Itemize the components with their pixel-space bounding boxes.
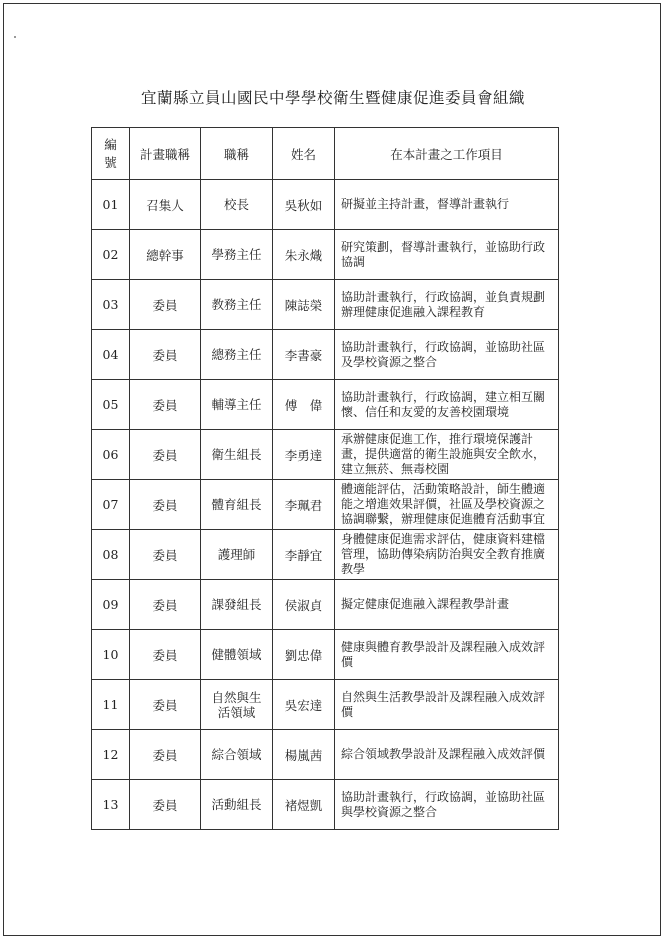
cell-number: 01 xyxy=(92,180,130,230)
cell-tasks: 協助計畫執行，行政協調，並負責規劃辦理健康促進融入課程教育 xyxy=(335,280,559,330)
cell-position: 健體領域 xyxy=(201,630,273,680)
cell-name: 李靜宜 xyxy=(273,530,335,580)
cell-number: 09 xyxy=(92,580,130,630)
cell-position: 校長 xyxy=(201,180,273,230)
table-row xyxy=(92,730,559,780)
cell-name: 朱永熾 xyxy=(273,230,335,280)
cell-position: 學務主任 xyxy=(201,230,273,280)
cell-tasks: 承辦健康促進工作，推行環境保護計畫，提供適當的衛生設施與安全飲水，建立無菸、無毒校園 xyxy=(335,430,559,480)
cell-position: 教務主任 xyxy=(201,280,273,330)
document-title: 宜蘭縣立員山國民中學學校衛生暨健康促進委員會組織 xyxy=(140,89,525,107)
cell-number: 02 xyxy=(92,230,130,280)
cell-plan-title: 召集人 xyxy=(130,180,201,230)
table-row xyxy=(92,630,559,680)
cell-position: 自然與生活領域 xyxy=(201,680,273,730)
cell-tasks: 健康與體育教學設計及課程融入成效評價 xyxy=(335,630,559,680)
cell-number: 08 xyxy=(92,530,130,580)
cell-plan-title: 委員 xyxy=(130,530,201,580)
cell-plan-title: 委員 xyxy=(130,280,201,330)
table-header-row xyxy=(92,128,559,180)
cell-name: 陳誌榮 xyxy=(273,280,335,330)
cell-plan-title: 委員 xyxy=(130,580,201,630)
cell-position: 綜合領域 xyxy=(201,730,273,780)
cell-name: 傅 偉 xyxy=(273,380,335,430)
cell-name: 吳宏達 xyxy=(273,680,335,730)
committee-table xyxy=(91,127,559,830)
table-row xyxy=(92,280,559,330)
table-row xyxy=(92,530,559,580)
cell-number: 10 xyxy=(92,630,130,680)
header-position: 職稱 xyxy=(201,128,273,180)
scan-dot xyxy=(14,36,16,38)
cell-plan-title: 委員 xyxy=(130,480,201,530)
cell-position: 輔導主任 xyxy=(201,380,273,430)
header-number: 編號 xyxy=(92,128,130,180)
cell-name: 劉忠偉 xyxy=(273,630,335,680)
cell-number: 04 xyxy=(92,330,130,380)
cell-name: 吳秋如 xyxy=(273,180,335,230)
cell-tasks: 體適能評估，活動策略設計，師生體適能之增進效果評價，社區及學校資源之協調聯繫，辦理健康促進體育活動事宜 xyxy=(335,480,559,530)
cell-number: 05 xyxy=(92,380,130,430)
cell-number: 11 xyxy=(92,680,130,730)
header-plan-title: 計畫職稱 xyxy=(130,128,201,180)
cell-position: 衛生組長 xyxy=(201,430,273,480)
cell-name: 李書豪 xyxy=(273,330,335,380)
header-tasks: 在本計畫之工作項目 xyxy=(335,128,559,180)
cell-plan-title: 總幹事 xyxy=(130,230,201,280)
cell-tasks: 協助計畫執行，行政協調，並協助社區與學校資源之整合 xyxy=(335,780,559,830)
cell-plan-title: 委員 xyxy=(130,330,201,380)
cell-position: 護理師 xyxy=(201,530,273,580)
cell-tasks: 研究策劃，督導計畫執行，並協助行政協調 xyxy=(335,230,559,280)
cell-position: 課發組長 xyxy=(201,580,273,630)
cell-number: 13 xyxy=(92,780,130,830)
cell-number: 03 xyxy=(92,280,130,330)
cell-tasks: 協助計畫執行，行政協調，建立相互關懷、信任和友愛的友善校園環境 xyxy=(335,380,559,430)
table-row xyxy=(92,480,559,530)
table-row xyxy=(92,430,559,480)
cell-plan-title: 委員 xyxy=(130,680,201,730)
cell-number: 12 xyxy=(92,730,130,780)
table-row xyxy=(92,680,559,730)
table-row xyxy=(92,380,559,430)
cell-position: 總務主任 xyxy=(201,330,273,380)
table-row xyxy=(92,780,559,830)
cell-number: 06 xyxy=(92,430,130,480)
cell-plan-title: 委員 xyxy=(130,630,201,680)
cell-plan-title: 委員 xyxy=(130,430,201,480)
cell-name: 侯淑貞 xyxy=(273,580,335,630)
cell-tasks: 自然與生活教學設計及課程融入成效評價 xyxy=(335,680,559,730)
cell-tasks: 協助計畫執行，行政協調，並協助社區及學校資源之整合 xyxy=(335,330,559,380)
header-name: 姓名 xyxy=(273,128,335,180)
cell-plan-title: 委員 xyxy=(130,730,201,780)
table-row xyxy=(92,230,559,280)
cell-position: 活動組長 xyxy=(201,780,273,830)
table-row xyxy=(92,580,559,630)
cell-number: 07 xyxy=(92,480,130,530)
cell-name: 李勇達 xyxy=(273,430,335,480)
cell-tasks: 綜合領域教學設計及課程融入成效評價 xyxy=(335,730,559,780)
cell-name: 褚煜凱 xyxy=(273,780,335,830)
cell-plan-title: 委員 xyxy=(130,780,201,830)
cell-tasks: 研擬並主持計畫，督導計畫執行 xyxy=(335,180,559,230)
cell-tasks: 擬定健康促進融入課程教學計畫 xyxy=(335,580,559,630)
cell-position: 體育組長 xyxy=(201,480,273,530)
table-row xyxy=(92,180,559,230)
cell-name: 楊嵐茜 xyxy=(273,730,335,780)
cell-name: 李珮君 xyxy=(273,480,335,530)
cell-tasks: 身體健康促進需求評估，健康資料建檔管理，協助傳染病防治與安全教育推廣教學 xyxy=(335,530,559,580)
table-row xyxy=(92,330,559,380)
cell-plan-title: 委員 xyxy=(130,380,201,430)
